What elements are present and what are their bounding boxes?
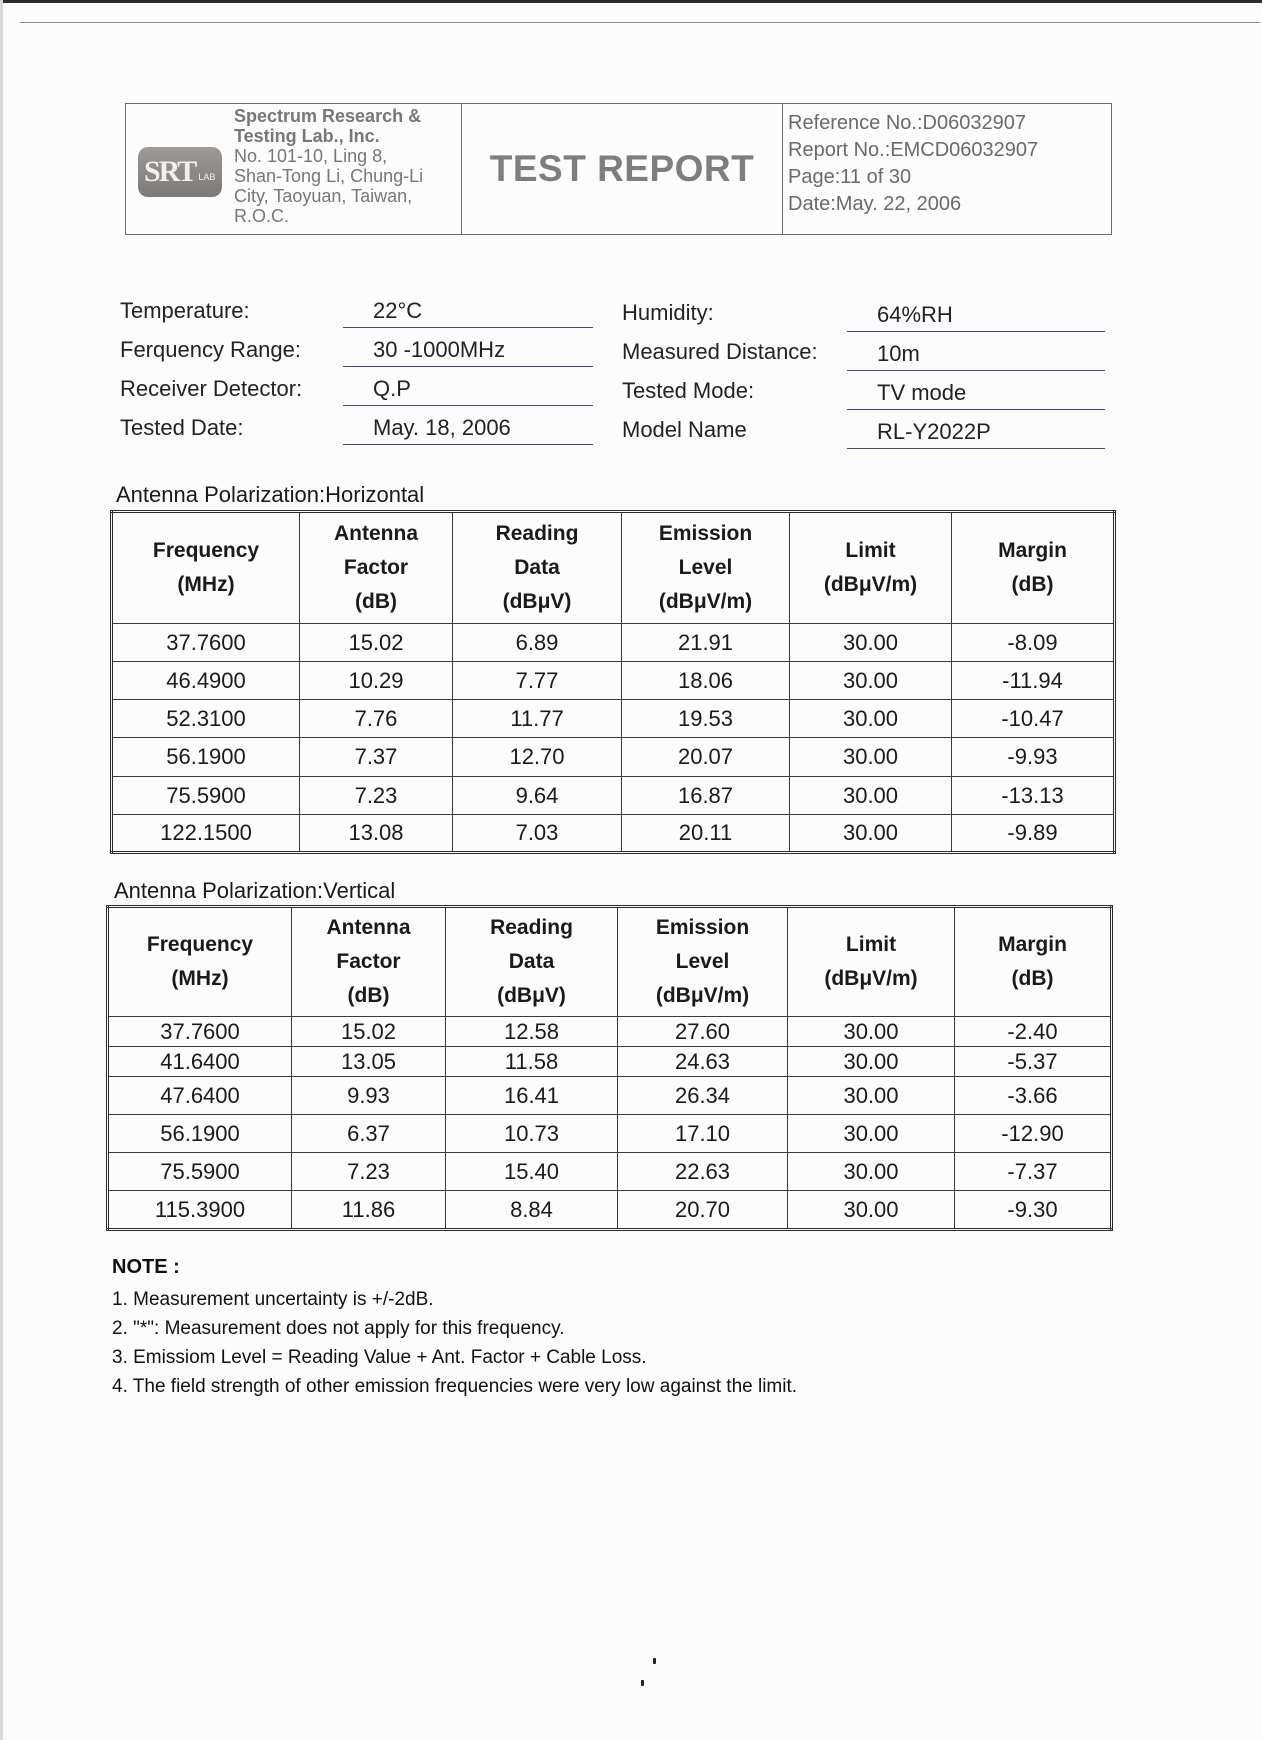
table-cell: 12.58 <box>446 1017 618 1047</box>
report-date: Date:May. 22, 2006 <box>788 193 962 215</box>
column-header-line: Level <box>678 556 733 579</box>
column-header <box>952 512 1115 624</box>
column-header-line: (dBμV/m) <box>824 967 918 990</box>
table-cell: -3.66 <box>955 1077 1112 1115</box>
company-name-line2: Testing Lab., Inc. <box>234 126 380 146</box>
column-header <box>292 907 446 1017</box>
table-row <box>112 662 1115 700</box>
column-header-line: Limit <box>845 539 896 562</box>
condition-value: TV mode <box>847 380 1105 410</box>
table-cell: 16.87 <box>622 777 790 815</box>
company-logo <box>138 147 222 197</box>
table-cell: 9.64 <box>453 777 622 815</box>
table-cell: 10.29 <box>300 662 453 700</box>
table-cell: 30.00 <box>790 777 952 815</box>
table-cell: 7.77 <box>453 662 622 700</box>
table-cell: -9.93 <box>952 738 1115 777</box>
table-cell: -7.37 <box>955 1153 1112 1191</box>
column-header-line: Antenna <box>326 916 411 939</box>
column-header-line: (dBμV/m) <box>823 573 918 596</box>
horizontal-section-title: Antenna Polarization:Horizontal <box>116 482 425 507</box>
table-cell: 30.00 <box>790 700 952 738</box>
scan-border-line <box>20 22 1260 23</box>
table-row <box>112 624 1115 662</box>
column-header-line: Factor <box>343 556 409 579</box>
table-cell: 37.7600 <box>112 624 300 662</box>
column-header-line: Antenna <box>334 522 418 545</box>
table-cell: 6.89 <box>453 624 622 662</box>
table-row <box>112 738 1115 777</box>
column-header-line: Frequency <box>152 539 260 562</box>
table-cell: 21.91 <box>622 624 790 662</box>
logo-text: SRT <box>144 155 196 188</box>
table-cell: 115.3900 <box>108 1191 292 1230</box>
table-cell: 13.08 <box>300 815 453 853</box>
table-cell: 30.00 <box>788 1077 955 1115</box>
column-header-line: Emission <box>658 522 753 545</box>
column-header-line: (dB) <box>1011 573 1054 596</box>
table-cell: 26.34 <box>618 1077 788 1115</box>
column-header-line: (dBμV/m) <box>658 590 753 613</box>
column-header-line: Factor <box>336 950 401 973</box>
table-cell: 27.60 <box>618 1017 788 1047</box>
address-line: No. 101-10, Ling 8, <box>234 146 388 166</box>
condition-label: Tested Date: <box>120 415 244 440</box>
table-cell: 12.70 <box>453 738 622 777</box>
table-cell: -9.30 <box>955 1191 1112 1230</box>
column-header-line: Data <box>508 950 555 973</box>
column-header-line: (dB) <box>355 590 397 613</box>
report-header <box>125 103 1112 235</box>
table-row <box>108 1115 1112 1153</box>
column-header-line: Frequency <box>146 933 254 956</box>
column-header <box>788 907 955 1017</box>
notes-section <box>112 1256 797 1401</box>
table-cell: 41.6400 <box>108 1047 292 1077</box>
condition-label: Ferquency Range: <box>120 337 301 362</box>
condition-label: Receiver Detector: <box>120 376 303 401</box>
condition-value: 64%RH <box>847 302 1105 332</box>
condition-value: May. 18, 2006 <box>343 415 593 445</box>
scan-left-edge <box>0 0 3 1740</box>
column-header-line: Level <box>675 950 730 973</box>
address-line: City, Taoyuan, Taiwan, <box>234 186 413 206</box>
table-cell: 9.93 <box>292 1077 446 1115</box>
table-cell: 18.06 <box>622 662 790 700</box>
column-header-line: Margin <box>998 539 1067 562</box>
table-cell: 122.1500 <box>112 815 300 853</box>
table-row <box>112 777 1115 815</box>
vertical-results-table <box>106 905 1113 1231</box>
table-cell: 17.10 <box>618 1115 788 1153</box>
table-cell: 8.84 <box>446 1191 618 1230</box>
column-header <box>955 907 1112 1017</box>
condition-label: Temperature: <box>120 298 250 323</box>
table-cell: 75.5900 <box>108 1153 292 1191</box>
table-cell: 7.23 <box>292 1153 446 1191</box>
scan-speck <box>641 1680 644 1686</box>
table-cell: 46.4900 <box>112 662 300 700</box>
table-cell: 24.63 <box>618 1047 788 1077</box>
condition-value: 10m <box>847 341 1105 371</box>
company-block <box>126 104 462 234</box>
column-header-line: Reading <box>490 916 573 939</box>
note-item: 2. "*": Measurement does not apply for this frequency. <box>112 1318 565 1339</box>
table-cell: 19.53 <box>622 700 790 738</box>
condition-value: 30 -1000MHz <box>343 337 593 367</box>
table-row <box>108 1077 1112 1115</box>
note-item: 3. Emissiom Level = Reading Value + Ant. Factor + Cable Loss. <box>112 1347 647 1368</box>
table-row <box>112 815 1115 853</box>
column-header-line: Emission <box>655 916 750 939</box>
column-header-line: (dB) <box>347 984 390 1007</box>
table-cell: 7.03 <box>453 815 622 853</box>
condition-value: 22°C <box>343 298 593 328</box>
table-header-row <box>108 907 1112 1017</box>
horizontal-results-table <box>110 510 1116 854</box>
table-cell: 13.05 <box>292 1047 446 1077</box>
column-header-line: Margin <box>998 933 1067 956</box>
table-cell: 11.86 <box>292 1191 446 1230</box>
scan-top-edge <box>0 0 1262 3</box>
column-header <box>112 512 300 624</box>
table-cell: 11.77 <box>453 700 622 738</box>
report-title: TEST REPORT <box>489 148 755 189</box>
page-number: Page:11 of 30 <box>788 166 912 188</box>
condition-label: Model Name <box>622 417 747 442</box>
column-header-line: (dBμV/m) <box>655 984 750 1007</box>
scan-speck <box>653 1658 656 1664</box>
table-row <box>108 1191 1112 1230</box>
table-cell: 37.7600 <box>108 1017 292 1047</box>
table-cell: -10.47 <box>952 700 1115 738</box>
table-cell: -2.40 <box>955 1017 1112 1047</box>
table-cell: 7.37 <box>300 738 453 777</box>
title-block <box>462 104 783 234</box>
table-cell: 22.63 <box>618 1153 788 1191</box>
table-cell: 20.11 <box>622 815 790 853</box>
column-header-line: Limit <box>845 933 897 956</box>
table-cell: 7.23 <box>300 777 453 815</box>
column-header <box>446 907 618 1017</box>
table-row <box>108 1153 1112 1191</box>
table-cell: 6.37 <box>292 1115 446 1153</box>
table-cell: 30.00 <box>788 1047 955 1077</box>
table-row <box>112 700 1115 738</box>
company-info <box>234 106 423 226</box>
table-cell: 30.00 <box>788 1017 955 1047</box>
table-cell: 75.5900 <box>112 777 300 815</box>
vertical-section-title: Antenna Polarization:Vertical <box>114 878 396 903</box>
condition-label: Tested Mode: <box>622 378 755 403</box>
note-item: 1. Measurement uncertainty is +/-2dB. <box>112 1289 434 1310</box>
table-cell: -11.94 <box>952 662 1115 700</box>
table-cell: 20.07 <box>622 738 790 777</box>
column-header-line: (MHz) <box>171 967 229 990</box>
table-cell: 15.02 <box>300 624 453 662</box>
table-row <box>108 1017 1112 1047</box>
notes-title: NOTE : <box>112 1256 180 1278</box>
column-header-line: (dB) <box>1011 967 1054 990</box>
table-cell: 56.1900 <box>108 1115 292 1153</box>
table-cell: -8.09 <box>952 624 1115 662</box>
column-header <box>300 512 453 624</box>
table-header-row <box>112 512 1115 624</box>
table-cell: -5.37 <box>955 1047 1112 1077</box>
table-cell: 11.58 <box>446 1047 618 1077</box>
column-header <box>453 512 622 624</box>
condition-label: Measured Distance: <box>622 339 818 364</box>
column-header <box>618 907 788 1017</box>
table-cell: 56.1900 <box>112 738 300 777</box>
condition-label: Humidity: <box>622 300 714 325</box>
column-header-line: (dBμV) <box>502 590 572 613</box>
column-header <box>622 512 790 624</box>
table-cell: 30.00 <box>788 1115 955 1153</box>
column-header-line: Reading <box>495 522 579 545</box>
table-cell: 30.00 <box>790 738 952 777</box>
address-line: R.O.C. <box>234 206 290 226</box>
table-cell: 7.76 <box>300 700 453 738</box>
reference-no: Reference No.:D06032907 <box>788 112 1026 134</box>
table-cell: 10.73 <box>446 1115 618 1153</box>
column-header-line: (MHz) <box>177 573 235 596</box>
table-cell: -9.89 <box>952 815 1115 853</box>
table-cell: 20.70 <box>618 1191 788 1230</box>
table-cell: 15.40 <box>446 1153 618 1191</box>
note-item: 4. The field strength of other emission frequencies were very low against the limit. <box>112 1376 798 1397</box>
table-row <box>108 1047 1112 1077</box>
table-cell: 30.00 <box>788 1191 955 1230</box>
condition-value: RL-Y2022P <box>847 419 1105 449</box>
table-cell: 30.00 <box>790 815 952 853</box>
condition-value: Q.P <box>343 376 593 406</box>
column-header <box>790 512 952 624</box>
logo-sub: LAB <box>198 172 216 182</box>
table-cell: 15.02 <box>292 1017 446 1047</box>
table-cell: 47.6400 <box>108 1077 292 1115</box>
table-cell: 16.41 <box>446 1077 618 1115</box>
column-header-line: (dBμV) <box>497 984 566 1007</box>
table-cell: 52.3100 <box>112 700 300 738</box>
address-line: Shan-Tong Li, Chung-Li <box>234 166 424 186</box>
report-no: Report No.:EMCD06032907 <box>788 139 1039 161</box>
column-header-line: Data <box>514 556 560 579</box>
column-header <box>108 907 292 1017</box>
table-cell: -12.90 <box>955 1115 1112 1153</box>
table-cell: -13.13 <box>952 777 1115 815</box>
company-name-line1: Spectrum Research & <box>234 106 422 126</box>
table-cell: 30.00 <box>790 624 952 662</box>
report-meta <box>783 104 1111 234</box>
table-cell: 30.00 <box>790 662 952 700</box>
table-cell: 30.00 <box>788 1153 955 1191</box>
